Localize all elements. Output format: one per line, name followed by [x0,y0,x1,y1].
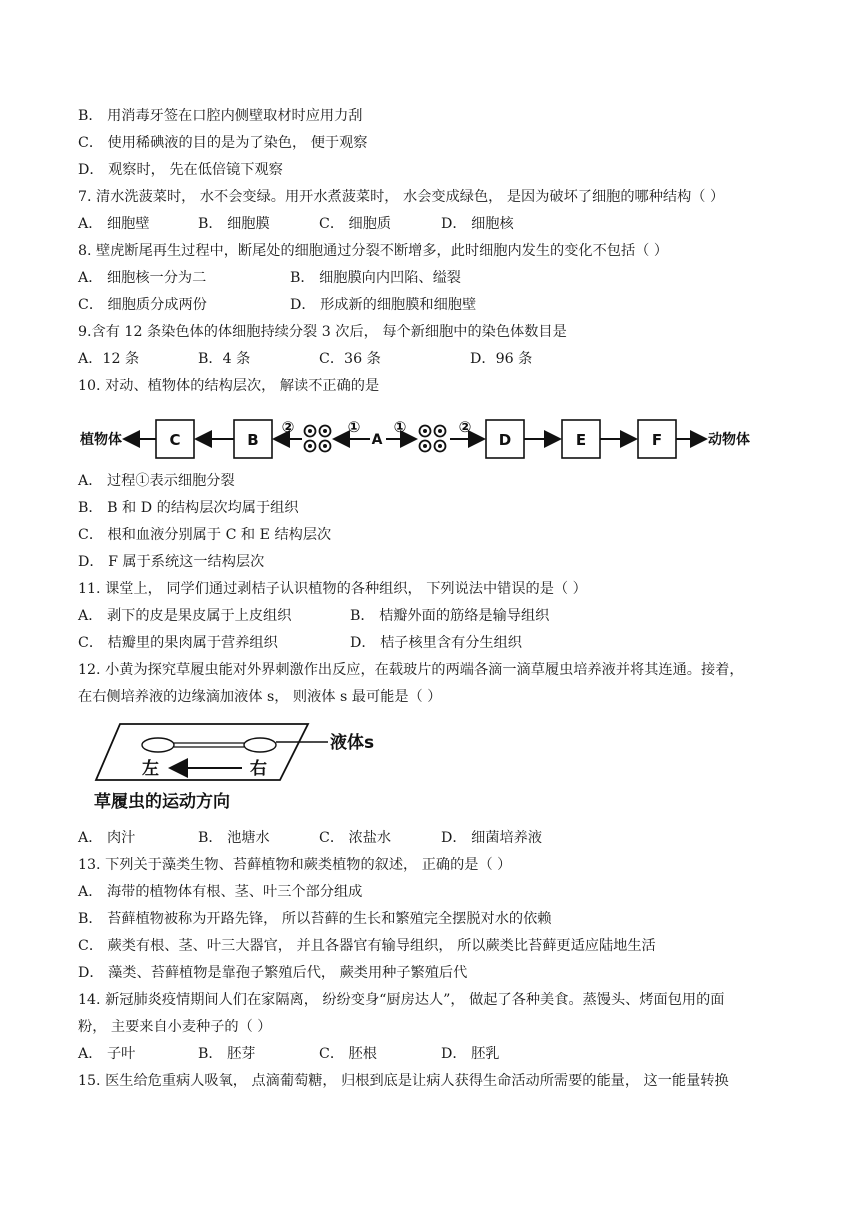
step2-right-label: ② [458,418,472,436]
q13-option-a: A． 海带的植物体有根、茎、叶三个部分组成 [78,884,363,900]
q7-option-b: B． 细胞膜 [198,216,270,232]
q6-option-b: B． 用消毒牙签在口腔内侧壁取材时应用力刮 [78,108,363,124]
q6-option-d: D． 观察时， 先在低倍镜下观察 [78,162,283,178]
q10-option-c: C． 根和血液分别属于 C 和 E 结构层次 [78,527,332,543]
q11-option-d: D． 桔子核里含有分生组织 [350,635,522,651]
glass-slide [96,724,308,780]
q9-option-d: D．96 条 [470,351,533,367]
box-b-label: B [247,431,259,449]
q7-option-d: D． 细胞核 [441,216,514,232]
plant-body-label: 植物体 [80,432,122,448]
q7-option-c: C． 细胞质 [319,216,392,232]
q15-stem: 15. 医生给危重病人吸氧， 点滴葡萄糖， 归根到底是让病人获得生命活动所需要的能量， 这一能量转换 [78,1073,729,1089]
q8-option-d: D． 形成新的细胞膜和细胞壁 [290,297,477,313]
q14-option-a: A． 子叶 [78,1046,136,1062]
animal-body-label: 动物体 [708,432,750,448]
q11-option-c: C． 桔瓣里的果肉属于营养组织 [78,635,278,651]
center-a-label: A [371,432,383,448]
q14-option-c: C． 胚根 [319,1046,377,1062]
q6-option-c: C． 使用稀碘液的目的是为了染色， 便于观察 [78,135,368,151]
q12-option-a: A． 肉汁 [78,830,136,846]
box-c-label: C [169,431,181,449]
q14-stem-line2: 粉， 主要来自小麦种子的（ ） [78,1019,272,1035]
q10-option-d: D． F 属于系统这一结构层次 [78,554,265,570]
q12-stem-line2: 在右侧培养液的边缘滴加液体 s， 则液体 s 最可能是（ ） [78,689,442,705]
q11-option-a: A． 剥下的皮是果皮属于上皮组织 [78,608,292,624]
q12-stem-line1: 12. 小黄为探究草履虫能对外界刺激作出反应，在载玻片的两端各滴一滴草履虫培养液并将其连通。接着， [78,662,744,678]
q9-option-c: C．36 条 [319,351,381,367]
q9-stem: 9.含有 12 条染色体的体细胞持续分裂 3 次后， 每个新细胞中的染色体数目是 [78,324,567,340]
q8-option-a: A． 细胞核一分为二 [78,270,207,286]
q13-option-c: C． 蕨类有根、茎、叶三大器官， 并且各器官有输导组织， 所以蕨类比苔藓更适应陆地生活 [78,938,656,954]
q11-option-b: B． 桔瓣外面的筋络是输导组织 [350,608,550,624]
cell-cluster-right [420,426,446,452]
paramecium-slide-diagram [92,718,392,818]
right-label: 右 [250,759,267,779]
q12-option-c: C． 浓盐水 [319,830,392,846]
box-e-label: E [575,431,587,449]
q11-stem: 11. 课堂上， 同学们通过剥桔子认识植物的各种组织， 下列说法中错误的是（ ） [78,581,587,597]
q14-option-d: D． 胚乳 [441,1046,500,1062]
q7-option-a: A． 细胞壁 [78,216,150,232]
box-d-label: D [498,431,512,449]
step2-left-label: ② [281,418,295,436]
movement-caption: 草履虫的运动方向 [94,792,230,812]
q10-option-b: B． B 和 D 的结构层次均属于组织 [78,500,299,516]
q8-option-c: C． 细胞质分成两份 [78,297,207,313]
q14-stem-line1: 14. 新冠肺炎疫情期间人们在家隔离， 纷纷变身“厨房达人”， 做起了各种美食。蒸馒头、烤面包用的面 [78,992,725,1008]
cell-cluster-left [305,426,331,452]
left-culture-drop [142,738,174,752]
q10-option-a: A． 过程①表示细胞分裂 [78,473,235,489]
box-f-label: F [651,431,663,449]
step1-left-label: ① [347,418,361,436]
q9-option-a: A．12 条 [78,351,140,367]
q13-option-b: B． 苔藓植物被称为开路先锋， 所以苔藓的生长和繁殖完全摆脱对水的依赖 [78,911,552,927]
q8-stem: 8. 壁虎断尾再生过程中，断尾处的细胞通过分裂不断增多，此时细胞内发生的变化不包括（ ） [78,243,669,259]
structure-hierarchy-diagram [80,412,780,466]
q9-option-b: B．4 条 [198,351,251,367]
q10-stem: 10. 对动、植物体的结构层次， 解读不正确的是 [78,378,380,394]
q12-option-b: B． 池塘水 [198,830,270,846]
q13-option-d: D． 藻类、苔藓植物是靠孢子繁殖后代， 蕨类用种子繁殖后代 [78,965,468,981]
q7-stem: 7. 清水洗菠菜时， 水不会变绿。用开水煮菠菜时， 水会变成绿色， 是因为破坏了细胞的哪种结构（ ） [78,189,725,205]
right-culture-drop [244,738,276,752]
step1-right-label: ① [393,418,407,436]
q13-stem: 13. 下列关于藻类生物、苔藓植物和蕨类植物的叙述， 正确的是（ ） [78,857,512,873]
q8-option-b: B． 细胞膜向内凹陷、缢裂 [290,270,461,286]
liquid-s-label: 液体s [330,733,375,753]
q14-option-b: B． 胚芽 [198,1046,256,1062]
left-label: 左 [142,759,159,779]
q12-option-d: D． 细菌培养液 [441,830,543,846]
